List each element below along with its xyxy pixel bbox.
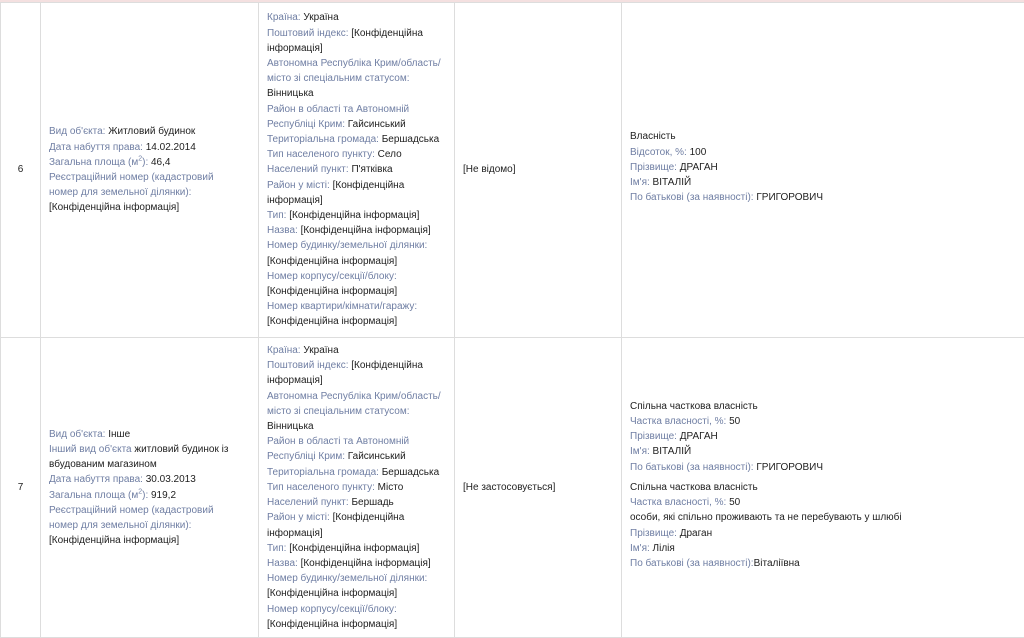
info-line [267,480,446,495]
info-line [630,541,1016,556]
info-line [267,617,446,632]
info-line [630,495,1016,510]
info-line [267,147,446,162]
info-line [630,460,1016,475]
table-row [1,3,1024,338]
info-line [630,429,1016,444]
field-label: Тип: [267,210,286,221]
field-value: Бершадь [349,497,394,508]
info-line [267,389,446,404]
field-label: По батькові (за наявності): [630,558,754,569]
info-line [630,526,1016,541]
field-label: По батькові (за наявності): [630,192,754,203]
field-value: Місто [375,482,403,493]
field-value: інформація] [267,195,323,206]
info-line [267,223,446,238]
field-label: Номер будинку/земельної ділянки: [267,240,427,251]
info-line [267,26,446,41]
info-line [267,602,446,617]
info-line [267,495,446,510]
field-label: Номер корпусу/секції/блоку: [267,271,397,282]
field-label: Автономна Республіка Крим/область/ [267,58,441,69]
field-value: 50 [726,416,740,427]
info-line [267,41,446,56]
info-line [267,526,446,541]
field-label: Номер квартири/кімнати/гаражу: [267,301,417,312]
field-label: Населений пункт: [267,164,349,175]
field-label: Країна: [267,345,301,356]
field-label: місто зі спеціальним статусом: [267,406,410,417]
info-line [267,132,446,147]
field-label: Прізвище: [630,528,677,539]
ownership-block [630,480,1016,571]
info-line [267,254,446,269]
info-line [267,10,446,25]
field-label: Прізвище: [630,431,677,442]
table-row [1,338,1024,638]
field-label: Назва: [267,558,298,569]
ownership-block [630,129,1016,205]
field-value: [Конфіденційна інформація] [286,543,419,554]
info-line [267,284,446,299]
field-label: Назва: [267,225,298,236]
info-line [267,71,446,86]
field-value: 100 [687,147,706,158]
field-value: Вінницька [267,88,314,99]
info-line [630,145,1016,160]
info-line [267,541,446,556]
field-value: Драган [677,528,712,539]
row-number: 7 [1,338,41,638]
info-line [267,449,446,464]
info-line [267,102,446,117]
field-label: Поштовий індекс: [267,360,348,371]
field-value: [Конфіденційна інформація] [267,256,397,267]
info-line [630,190,1016,205]
info-line [630,160,1016,175]
field-value: [Конфіденційна інформація] [298,225,431,236]
info-line [267,314,446,329]
property-table [0,2,1024,638]
info-line [267,465,446,480]
field-label: Територіальна громада: [267,467,379,478]
ownership-cell [622,338,1024,638]
field-label: Частка власності, %: [630,416,726,427]
info-line [267,193,446,208]
field-label: Республіці Крим: [267,451,345,462]
field-label: Автономна Республіка Крим/область/ [267,391,441,402]
field-label: Номер корпусу/секції/блоку: [267,604,397,615]
field-value: Вінницька [267,421,314,432]
field-label: Республіці Крим: [267,119,345,130]
address-cell [259,338,455,638]
field-value: [Конфіденційна [348,28,422,39]
field-value: Гайсинський [345,451,406,462]
field-label: Район у місті: [267,180,330,191]
field-label: Ім'я: [630,446,650,457]
field-label: По батькові (за наявності): [630,462,754,473]
object-cell: Вид об'єкта: Житловий будинок Дата набуття права: 14.02.2014 Загальна площа $(м^2)$: 46,4 Реєстраційний номер (кадастровий номер для земельної ділянки): [Конфіденційна інформація] [41,3,259,338]
info-line [267,419,446,434]
field-label: Територіальна громада: [267,134,379,145]
ownership-block [630,399,1016,475]
info-line [267,586,446,601]
info-line [267,162,446,177]
field-value: ГРИГОРОВИЧ [754,462,823,473]
field-value: [Конфіденційна [348,360,422,371]
field-value: 50 [726,497,740,508]
info-line [630,129,1016,144]
info-line [630,399,1016,414]
field-value: Спільна часткова власність [630,401,758,412]
field-value: Україна [301,12,339,23]
info-line [267,86,446,101]
field-value: [Конфіденційна інформація] [267,316,397,327]
ownership-cell [622,3,1024,338]
value-cell: [Не відомо] [455,3,622,338]
info-line [267,343,446,358]
field-label: Тип населеного пункту: [267,482,375,493]
info-line [267,117,446,132]
field-label: Прізвище: [630,162,677,173]
field-value: особи, які спільно проживають та не перебувають у шлюбі [630,512,902,523]
info-line [630,510,1016,525]
field-value: ВІТАЛІЙ [650,177,691,188]
info-line [267,571,446,586]
info-line [630,175,1016,190]
field-label: Ім'я: [630,543,650,554]
field-value: Бершадська [379,467,439,478]
info-line [267,404,446,419]
info-line [267,56,446,71]
field-value: Лілія [650,543,675,554]
field-value: Власність [630,131,676,142]
info-line [267,299,446,314]
field-value: Віталіївна [754,558,800,569]
row-number: 6 [1,3,41,338]
field-label: Район в області та Автономній [267,436,409,447]
field-label: Номер будинку/земельної ділянки: [267,573,427,584]
field-label: Відсоток, %: [630,147,687,158]
field-value: Україна [301,345,339,356]
info-line [267,373,446,388]
field-value: [Конфіденційна інформація] [267,588,397,599]
info-line [267,269,446,284]
info-line [267,556,446,571]
field-value: Село [375,149,402,160]
field-label: Населений пункт: [267,497,349,508]
field-value: [Конфіденційна інформація] [267,619,397,630]
value-cell: [Не застосовується] [455,338,622,638]
info-line [267,358,446,373]
field-value: Бершадська [379,134,439,145]
field-label: Поштовий індекс: [267,28,348,39]
info-line [267,238,446,253]
field-label: Тип населеного пункту: [267,149,375,160]
address-cell [259,3,455,338]
info-line [630,414,1016,429]
info-line [267,178,446,193]
field-label: Район в області та Автономній [267,104,409,115]
field-label: Країна: [267,12,301,23]
field-value: ДРАГАН [677,162,718,173]
field-value: інформація] [267,375,323,386]
info-line [267,510,446,525]
info-line [630,444,1016,459]
field-value: ВІТАЛІЙ [650,446,691,457]
field-value: інформація] [267,528,323,539]
field-value: ГРИГОРОВИЧ [754,192,823,203]
field-value: [Конфіденційна інформація] [298,558,431,569]
field-label: Тип: [267,543,286,554]
field-value: [Конфіденційна інформація] [286,210,419,221]
info-line [630,556,1016,571]
info-line [267,208,446,223]
field-label: місто зі спеціальним статусом: [267,73,410,84]
field-value: Спільна часткова власність [630,482,758,493]
field-label: Частка власності, %: [630,497,726,508]
field-value: [Конфіденційна [330,180,404,191]
field-value: [Конфіденційна інформація] [267,286,397,297]
field-label: Район у місті: [267,512,330,523]
field-value: інформація] [267,43,323,54]
field-value: [Конфіденційна [330,512,404,523]
field-value: Гайсинський [345,119,406,130]
field-value: П'ятківка [349,164,393,175]
info-line [267,434,446,449]
field-label: Ім'я: [630,177,650,188]
object-cell: Вид об'єкта: Інше Інший вид об'єкта житловий будинок із вбудованим магазином Дата набуття права: 30.03.2013 Загальна площа $(м^2)$: 919,2 Реєстраційний номер (кадастровий номер для земельної ділянки): [Конфіденційна інформація] [41,338,259,638]
field-value: ДРАГАН [677,431,718,442]
info-line [630,480,1016,495]
